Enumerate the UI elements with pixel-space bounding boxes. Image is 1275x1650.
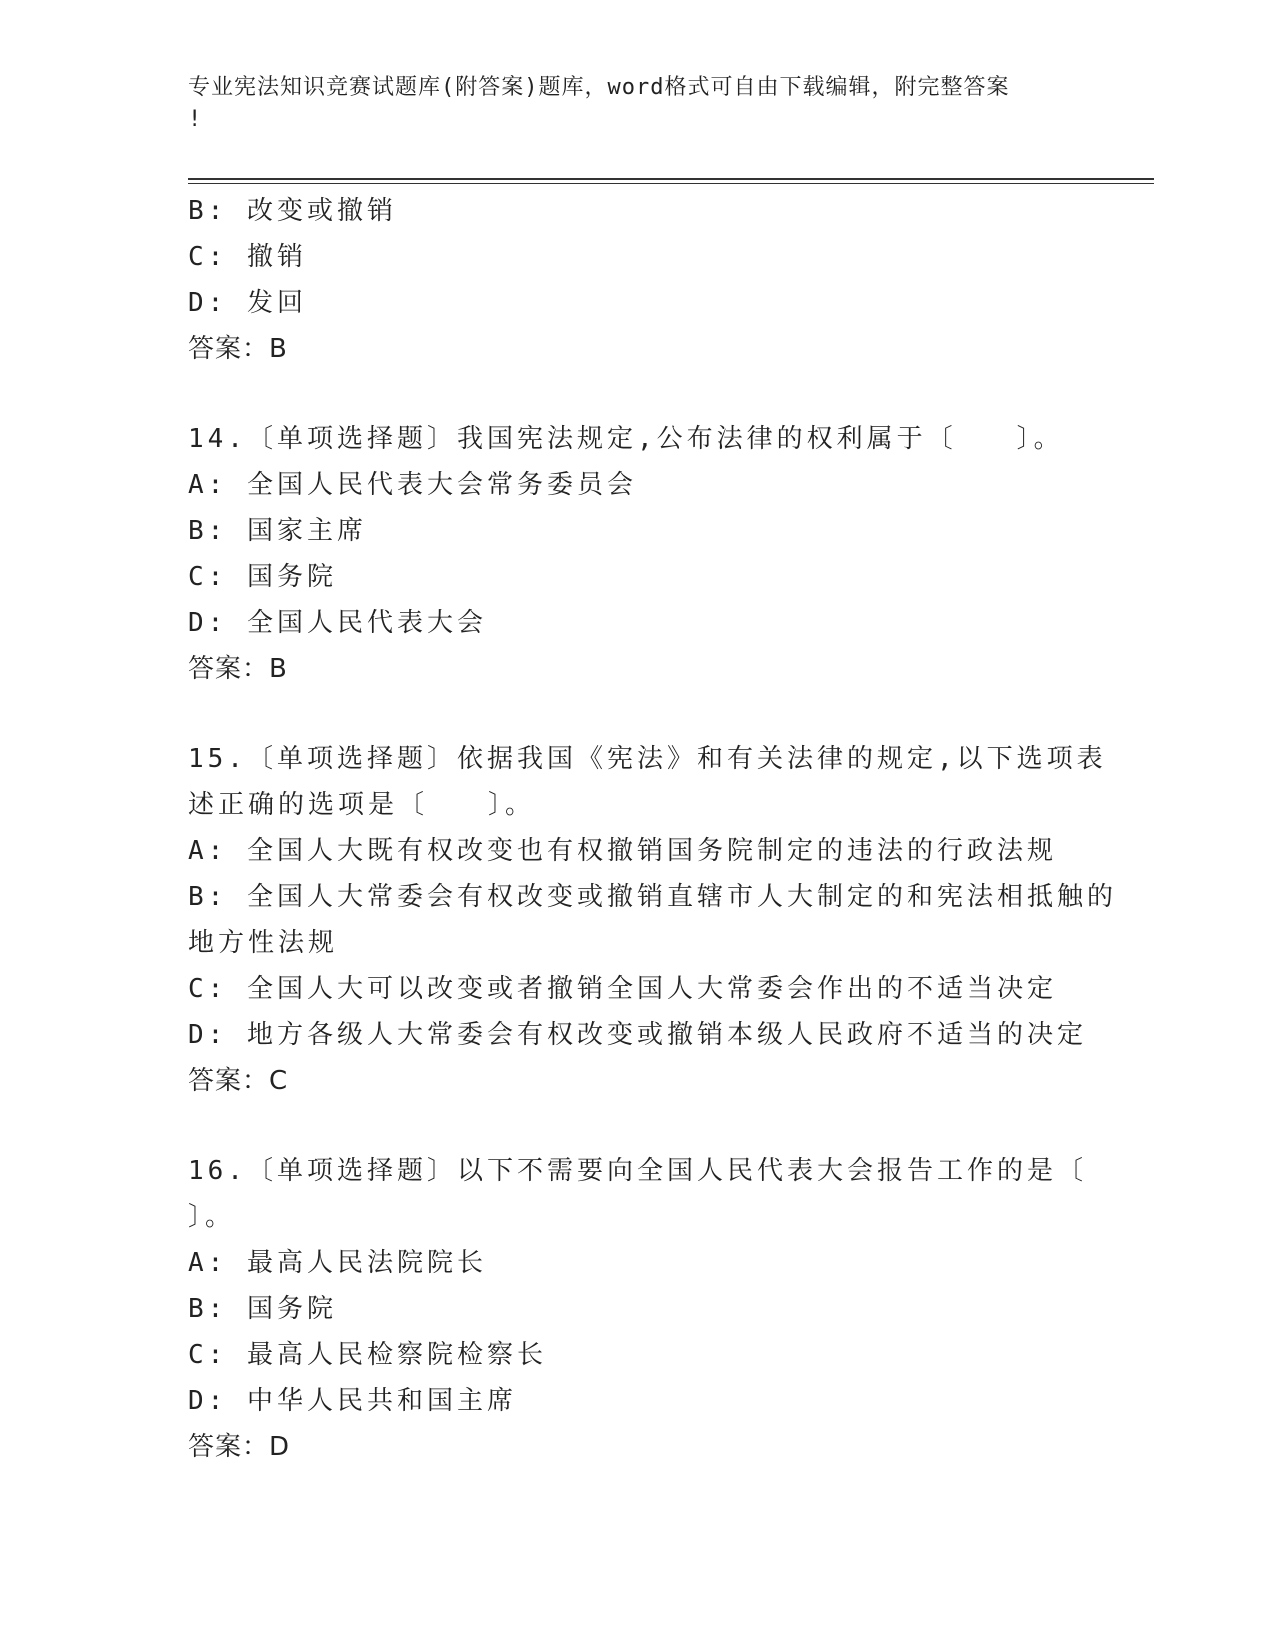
header-text-line-2: !	[188, 107, 203, 132]
option-a	[188, 1240, 1088, 1286]
option-text: 全国人大可以改变或者撤销全国人大常委会作出的不适当决定	[246, 974, 1057, 1004]
spacer	[188, 692, 1088, 736]
question-15	[188, 736, 1117, 1104]
option-label: C:	[188, 242, 228, 272]
answer-line: 答案：B	[188, 334, 288, 364]
option-text: 发回	[246, 288, 307, 318]
option-label: D:	[188, 288, 228, 318]
option-text: 全国人大常委会有权改变或撤销直辖市人大制定的和宪法相抵触的	[246, 882, 1117, 912]
option-label: C:	[188, 1340, 228, 1370]
option-label: D:	[188, 1386, 228, 1416]
option-label: D:	[188, 608, 228, 638]
question-stem-continued: 述正确的选项是〔 〕。	[188, 790, 536, 820]
option-text: 地方各级人大常委会有权改变或撤销本级人民政府不适当的决定	[246, 1020, 1087, 1050]
option-a	[188, 462, 1088, 508]
option-c	[188, 234, 1088, 280]
option-c	[188, 966, 1088, 1012]
option-text: 全国人大既有权改变也有权撤销国务院制定的违法的行政法规	[246, 836, 1057, 866]
option-d	[188, 280, 1088, 326]
option-b-continued: 地方性法规	[188, 928, 339, 958]
question-16	[188, 1148, 1088, 1470]
header-text-line-1: 专业宪法知识竞赛试题库(附答案)题库，word格式可自由下载编辑，附完整答案	[188, 75, 1010, 100]
option-text: 全国人民代表大会	[246, 608, 487, 638]
option-d	[188, 1012, 1088, 1058]
option-label: B:	[188, 1294, 228, 1324]
option-text: 改变或撤销	[246, 196, 397, 226]
option-d	[188, 1378, 1088, 1424]
option-label: B:	[188, 196, 228, 226]
question-14	[188, 416, 1088, 692]
option-text: 最高人民检察院检察长	[246, 1340, 547, 1370]
option-text: 撤销	[246, 242, 307, 272]
option-label: A:	[188, 836, 228, 866]
option-b	[188, 188, 1088, 234]
option-text: 国家主席	[246, 516, 367, 546]
question-content	[188, 188, 1117, 1470]
option-c	[188, 1332, 1088, 1378]
header-divider	[188, 178, 1154, 184]
option-text: 国务院	[246, 562, 337, 592]
option-b	[188, 874, 1117, 920]
question-stem-continued: 〕。	[188, 1202, 236, 1232]
option-b	[188, 1286, 1088, 1332]
question-stem: 14.〔单项选择题〕我国宪法规定,公布法律的权利属于〔 〕。	[188, 424, 1064, 454]
option-b	[188, 508, 1088, 554]
answer-line: 答案：B	[188, 654, 288, 684]
document-header	[188, 72, 1068, 136]
option-text: 中华人民共和国主席	[246, 1386, 517, 1416]
option-label: B:	[188, 882, 228, 912]
option-text: 国务院	[246, 1294, 337, 1324]
question-stem: 16.〔单项选择题〕以下不需要向全国人民代表大会报告工作的是〔	[188, 1156, 1087, 1186]
option-label: C:	[188, 562, 228, 592]
option-d	[188, 600, 1088, 646]
spacer	[188, 1104, 1088, 1148]
option-label: D:	[188, 1020, 228, 1050]
option-c	[188, 554, 1088, 600]
option-label: C:	[188, 974, 228, 1004]
carryover-options	[188, 188, 1088, 372]
answer-line: 答案：D	[188, 1432, 291, 1462]
option-text: 最高人民法院院长	[246, 1248, 487, 1278]
option-label: A:	[188, 470, 228, 500]
answer-line: 答案：C	[188, 1066, 289, 1096]
option-text: 全国人民代表大会常务委员会	[246, 470, 637, 500]
option-label: B:	[188, 516, 228, 546]
spacer	[188, 372, 1088, 416]
option-a	[188, 828, 1088, 874]
question-stem: 15.〔单项选择题〕依据我国《宪法》和有关法律的规定,以下选项表	[188, 744, 1107, 774]
option-label: A:	[188, 1248, 228, 1278]
